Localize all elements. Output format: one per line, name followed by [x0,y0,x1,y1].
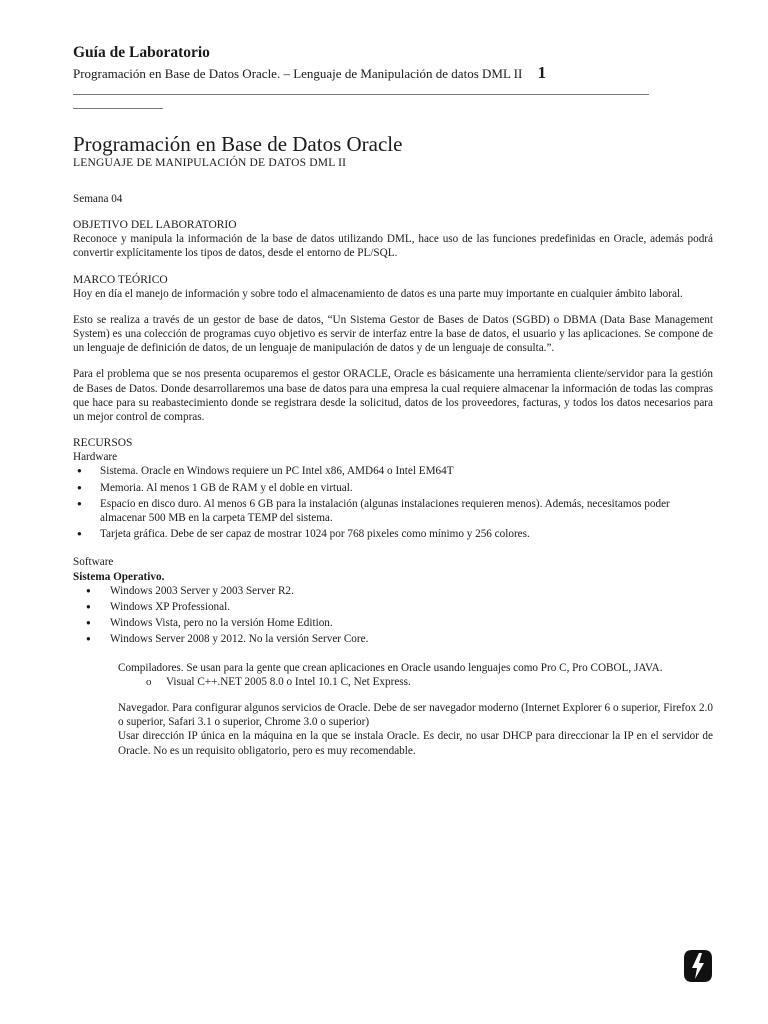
hardware-list [73,464,713,541]
list-item: ● Memoria. Al menos 1 GB de RAM y el doble en virtual. [73,481,713,495]
document-page [73,43,713,758]
objective-text: Reconoce y manipula la información de la base de datos utilizando DML, hace uso de las funciones predefinidas en Oracle, además podrá convertir explícitamente los tipos de datos, desde el entorno de PL/SQL. [73,233,713,260]
marco-paragraph-2: Esto se realiza a través de un gestor de base de datos, “Un Sistema Gestor de Bases de Datos (SGBD) o DBMA (Data Base Management System) es una colección de programas cuyo objetivo es servir de interfaz entre la base de datos, el usuario y las aplicaciones. Se compone de un lenguaje de definición de datos, de un lenguaje de manipulación de datos y de un lenguaje de consulta.”. [73,313,713,355]
navegador-text: Navegador. Para configurar algunos servicios de Oracle. Debe de ser navegador moderno (Internet Explorer 6 o superior, Firefox 2.0 o superior, Safari 3.1 o superior, Chrome 3.0 o superior) [118,702,713,729]
list-item: ● Sistema. Oracle en Windows requiere un PC Intel x86, AMD64 o Intel EM64T [73,464,713,478]
doc-title: Guía de Laboratorio [73,44,210,61]
doc-subtitle [73,65,713,82]
main-subtitle: LENGUAJE DE MANIPULACIÓN DE DATOS DML II [73,157,347,169]
list-item: ● Windows Server 2008 y 2012. No la versión Server Core. [73,632,713,646]
list-item: ● Windows 2003 Server y 2003 Server R2. [73,584,713,598]
marco-paragraph-3: Para el problema que se nos presenta ocuparemos el gestor ORACLE, Oracle es básicamente una herramienta cliente/servidor para la gestión de Bases de Datos. Donde desarrollaremos una base de datos para una empresa la cual requiere almacenar la información de todas las compras que hace para su reabastecimiento donde se registrara desde la solicitud, datos de los proveedores, facturas, y todos los datos necesarios para un mejor control de compras. [73,368,713,424]
so-list [73,584,713,647]
list-item: ● Tarjeta gráfica. Debe de ser capaz de mostrar 1024 por 768 pixeles como mínimo y 256 colores. [73,527,713,541]
software-label: Software [73,556,114,569]
marco-paragraph-1: Hoy en día el manejo de información y sobre todo el almacenamiento de datos es una parte muy importante en cualquier ámbito laboral. [73,287,683,300]
page-number: 1 [537,63,547,82]
so-label: Sistema Operativo. [73,570,165,583]
compiladores-list [118,675,713,689]
list-item: o Visual C++.NET 2005 8.0 o Intel 10.1 C, Net Express. [118,675,713,689]
header-rule-line: ________________________________________________________________________________________________ [73,82,649,96]
list-item: ● Windows Vista, pero no la versión Home Edition. [73,616,713,630]
recursos-heading: RECURSOS [73,437,133,450]
doc-subtitle-text: Programación en Base de Datos Oracle. – Lenguaje de Manipulación de datos DML II [73,66,523,81]
list-item: ● Espacio en disco duro. Al menos 6 GB para la instalación (algunas instalaciones requieren menos). Además, necesitamos poder almacenar 500 MB en la carpeta TEMP del sistema. [73,497,713,525]
header-rule-line-short: _______________ [73,96,163,110]
ip-text: Usar dirección IP única en la máquina en la que se instala Oracle. Es decir, no usar DHCP para direccionar la IP en el servidor de Oracle. No es un requisito obligatorio, pero es muy recomendable. [118,730,713,757]
so-label-text: Sistema Operativo [73,570,162,583]
list-item: ● Windows XP Professional. [73,600,713,614]
brand-logo-icon [683,949,713,983]
marco-heading: MARCO TEÓRICO [73,273,168,286]
compiladores-text: Compiladores. Se usan para la gente que crean aplicaciones en Oracle usando lenguajes como Pro C, Pro COBOL, JAVA. [118,661,663,674]
week-label: Semana 04 [73,193,123,205]
objective-heading: OBJETIVO DEL LABORATORIO [73,219,237,232]
hardware-label: Hardware [73,451,118,464]
main-title: Programación en Base de Datos Oracle [73,132,403,156]
